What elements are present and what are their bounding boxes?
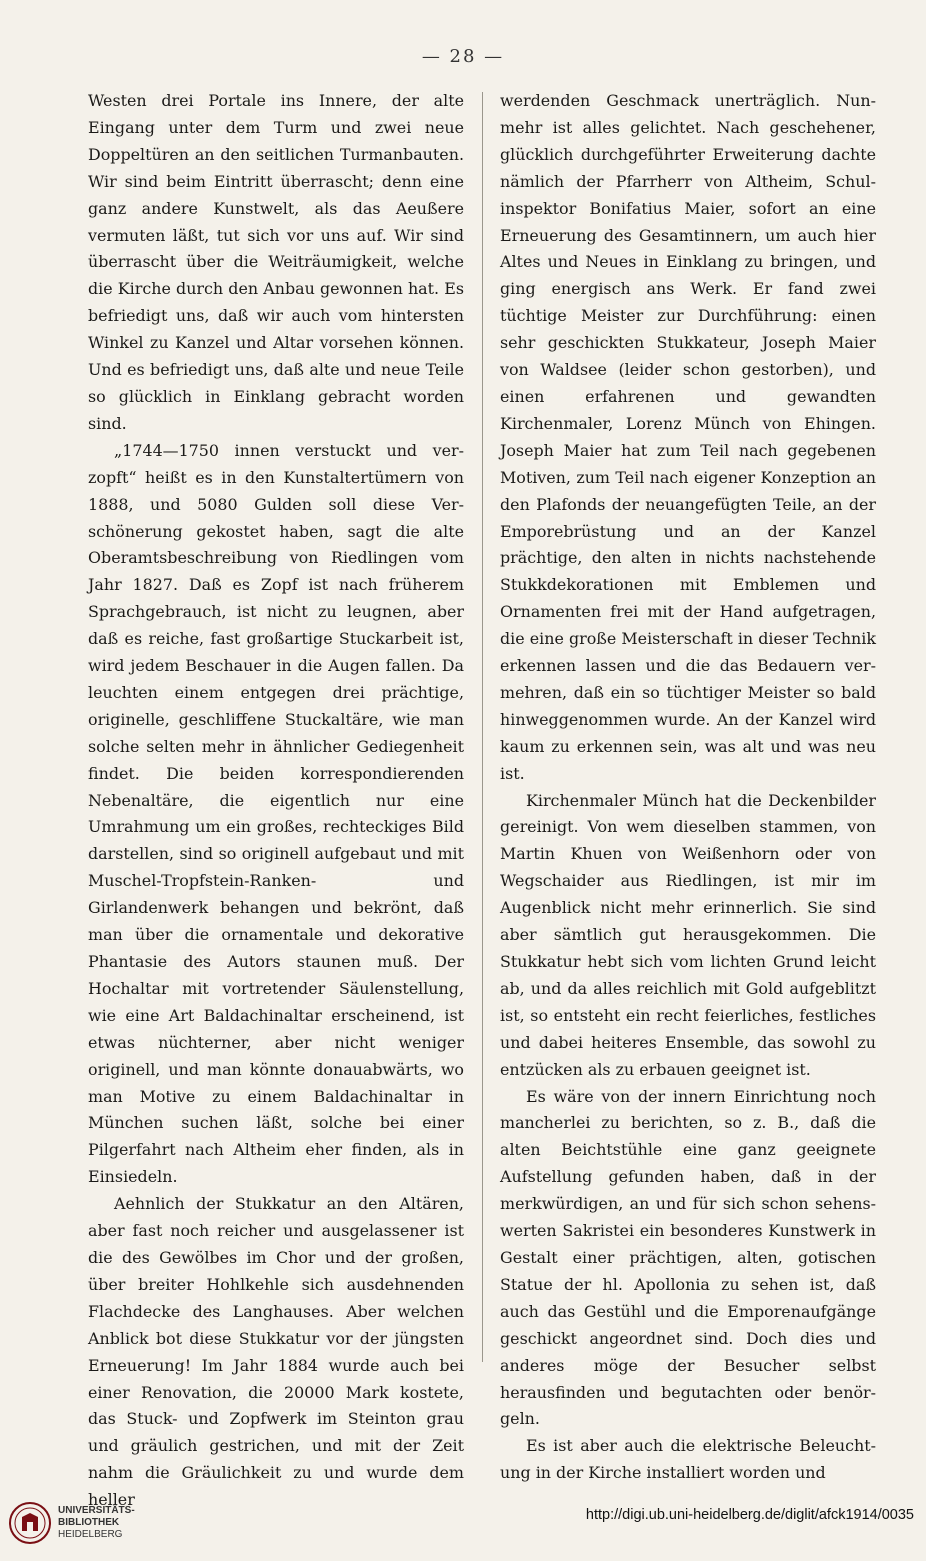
paragraph: Kirchenmaler Münch hat die Deckenbilder gereinigt. Von wem dieselben stammen, von Martin Khuen von Weißenhorn oder von Wegschaider aus Riedlingen, ist mir im Augenblick nicht mehr erinnerlich. Sie sind aber sämtlich gut herausgekommen. Die Stukkatur hebt sich vom lichten Grund leicht ab, und da alles reichlich mit Gold aufgeblitzt ist, so entsteht ein recht feierliches, festliches und dabei heiteres Ensemble, das sowohl zu entzücken als zu erbauen geeignet ist. — [500, 790, 876, 1079]
university-seal-icon — [8, 1501, 52, 1545]
paragraph: Es wäre von der innern Einrichtung noch mancherlei zu berichten, so z. B., daß die alten Beichtstühle eine ganz geeignete Aufstellung gefunden haben, daß in der merkwürdigen, an und für sich schon sehenswerten Sakristei ein besonderes Kunstwerk in Gestalt einer prächtigen, alten, gotischen Statue der hl. Apollonia zu sehen ist, daß auch das Gestühl und die Emporenaufgänge geschickt angeordnet sind. Doch dies und anderes möge der Besucher selbst herausfinden und begutachten oder benörgeln. — [500, 1086, 876, 1429]
paragraph: „1744—1750 innen verstuckt und verzopft“ heißt es in den Kunstaltertümern von 1888, und 5080 Gulden soll diese Verschönerung gekostet haben, sagt die alte Oberamtsbeschreibung von Riedlingen vom Jahr 1827. Daß es Zopf ist nach früherem Sprachgebrauch, ist nicht zu leugnen, aber daß es reiche, fast großartige Stuckarbeit ist, wird jedem Beschauer in die Augen fallen. Da leuchten einem entgegen drei prächtige, originelle, geschliffene Stuckaltäre, wie man solche selten mehr in ähnlicher Gediegenheit findet. Die beiden korrespondierenden Nebenaltäre, die eigentlich nur eine Umrahmung um ein großes, rechteckiges Bild darstellen, sind so originell aufgebaut und mit Muschel-Tropfstein-Ranken- und Girlandenwerk behangen und bekrönt, daß man über die ornamentale und dekorative Phantasie des Autors staunen muß. Der Hochaltar mit vortretender Säulenstellung, wie eine Art Baldachinaltar erscheinend, ist etwas nüchterner, aber nicht weniger originell, und man könnte donauabwärts, wo man Motive zu einem Baldachinaltar in München suchen läßt, solche bei einer Pilgerfahrt nach Altheim eher finden, als in Einsiedeln. — [88, 440, 464, 1187]
footer — [0, 1487, 926, 1561]
column-divider — [482, 92, 483, 1362]
paragraph: Westen drei Portale ins Innere, der alte Eingang unter dem Turm und zwei neue Doppeltüren an den seitlichen Turmanbauten. Wir sind beim Eintritt überrascht; denn eine ganz andere Kunstwelt, als das Aeußere vermuten läßt, tut sich vor uns auf. Wir sind überrascht über die Weiträumigkeit, welche die Kirche durch den Anbau gewonnen hat. Es befriedigt uns, daß wir auch vom hintersten Winkel zu Kanzel und Altar vorsehen können. Und es befriedigt uns, daß alte und neue Teile so glücklich in Einklang gebracht worden sind. — [88, 91, 464, 433]
source-url-link[interactable]: http://digi.ub.uni-heidelberg.de/diglit/afck1914/0035 — [585, 1507, 914, 1523]
paragraph: Aehnlich der Stukkatur an den Altären, aber fast noch reicher und ausgelassener ist die des Gewölbes im Chor und der großen, über breiter Hohlkehle sich ausdehnenden Flachdecke des Langhauses. Aber welchen Anblick bot diese Stukkatur vor der jüngsten Erneuerung! Im Jahr 1884 wurde auch bei einer Renovation, die 20000 Mark kostete, das Stuck- und Zopfwerk im Steinton grau und gräulich gestrichen, und mit der Zeit nahm die Gräulichkeit zu und wurde dem heller — [88, 1194, 464, 1510]
left-column — [88, 88, 464, 1514]
page-number: — 28 — — [421, 46, 505, 67]
paragraph: Es ist aber auch die elektrische Beleuchtung in der Kirche installiert worden und — [500, 1436, 876, 1483]
right-column — [500, 88, 876, 1487]
library-name: UNIVERSITÄTS- BIBLIOTHEK HEIDELBERG — [58, 1505, 135, 1540]
paragraph: werdenden Geschmack unerträglich. Nunmehr ist alles gelichtet. Nach geschehener, glücklich durchgeführter Erweiterung dachte nämlich der Pfarrherr von Altheim, Schulinspektor Bonifatius Maier, sofort an eine Erneuerung des Gesamtinnern, um auch hier Altes und Neues in Einklang zu bringen, und ging energisch ans Werk. Er fand zwei tüchtige Meister zur Durchführung: einen sehr geschickten Stukkateur, Joseph Maier von Waldsee (leider schon gestorben), und einen erfahrenen und gewandten Kirchenmaler, Lorenz Münch von Ehingen. Joseph Maier hat zum Teil nach gegebenen Motiven, zum Teil nach eigener Konzeption an den Plafonds der neuangefügten Teile, an der Emporebrüstung und an der Kanzel prächtige, den alten in nichts nachstehende Stukkdekorationen mit Emblemen und Ornamenten frei mit der Hand aufgetragen, die eine große Meisterschaft in dieser Technik erkennen lassen und die das Bedauern vermehren, daß ein so tüchtiger Meister so bald hinweggenommen wurde. An der Kanzel wird kaum zu erkennen sein, was alt und was neu ist. — [500, 91, 876, 783]
